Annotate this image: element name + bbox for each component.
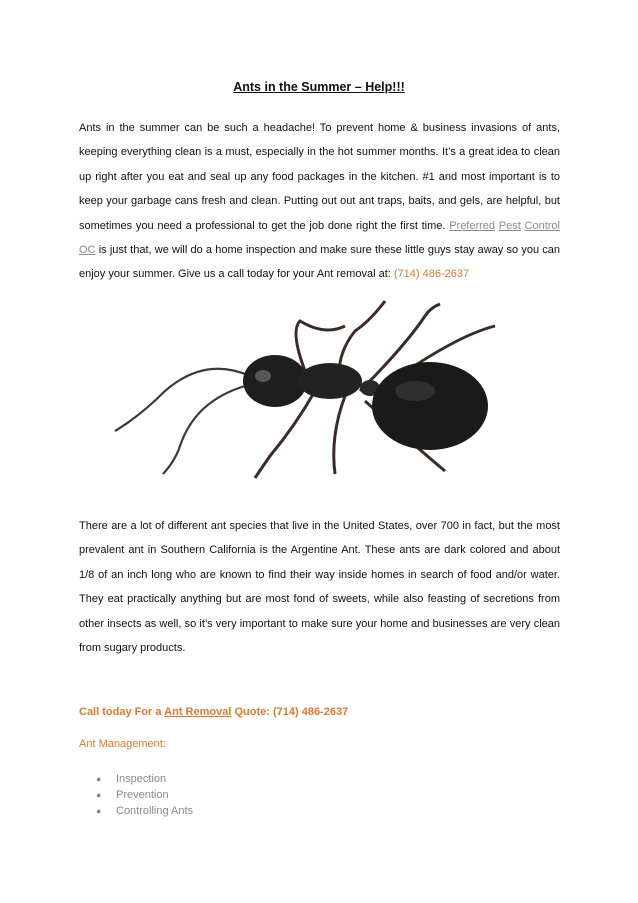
intro-text-a: Ants in the summer can be such a headache! To prevent home & business invasions of ants, keeping everything clean is a must, especially in the hot summer months. It’s a great idea to clean up right after you eat and seal up any food packages in the kitchen. #1 and most important is to keep your garbage cans fresh and clean. Putting out out ant traps, baits, and gels, are helpful, but sometimes you need a professional to get the job done right the first time. [79,122,560,232]
intro-paragraph [79,116,560,287]
bullet-icon: ● [96,774,102,784]
list-item [96,771,193,787]
cta-suffix: Quote: (714) 486-2637 [231,706,349,718]
management-heading: Ant Management: [79,738,166,750]
list-item-label: Prevention [116,789,169,801]
ant-photo [85,296,555,481]
bullet-icon: ● [96,806,102,816]
link-pest[interactable]: Pest [498,219,521,232]
list-item [96,803,193,819]
cta-prefix: Call today For a [79,706,165,718]
call-to-action [79,706,348,718]
list-item-label: Controlling Ants [116,805,194,817]
species-paragraph: There are a lot of different ant species that live in the United States, over 700 in fact, but the most prevalent ant in Southern California is the Argentine Ant. These ants are dark colored and about 1/8 of an inch long who are known to find their way inside homes in search of food and/or water. They eat practically anything but are most fond of sweets, while also feasting of secretions from other insects as well, so it’s very important to make sure your home and businesses are very clean from sugary products. [79,520,560,655]
link-control[interactable]: Control [524,219,560,232]
list-item [96,787,193,803]
list-item-label: Inspection [116,773,167,785]
phone-number: (714) 486-2637 [393,268,470,281]
link-preferred[interactable]: Preferred [449,219,496,232]
bullet-icon: ● [96,790,102,800]
intro-text-b: is just that, we will do a home inspection and make sure these little guys stay away so you can enjoy your summer. Give us a call today for your Ant removal at: [79,244,560,281]
ant-removal-link[interactable]: Ant Removal [164,706,232,718]
page-title: Ants in the Summer – Help!!! [233,80,405,94]
management-list [96,771,193,819]
link-oc[interactable]: OC [79,244,96,257]
